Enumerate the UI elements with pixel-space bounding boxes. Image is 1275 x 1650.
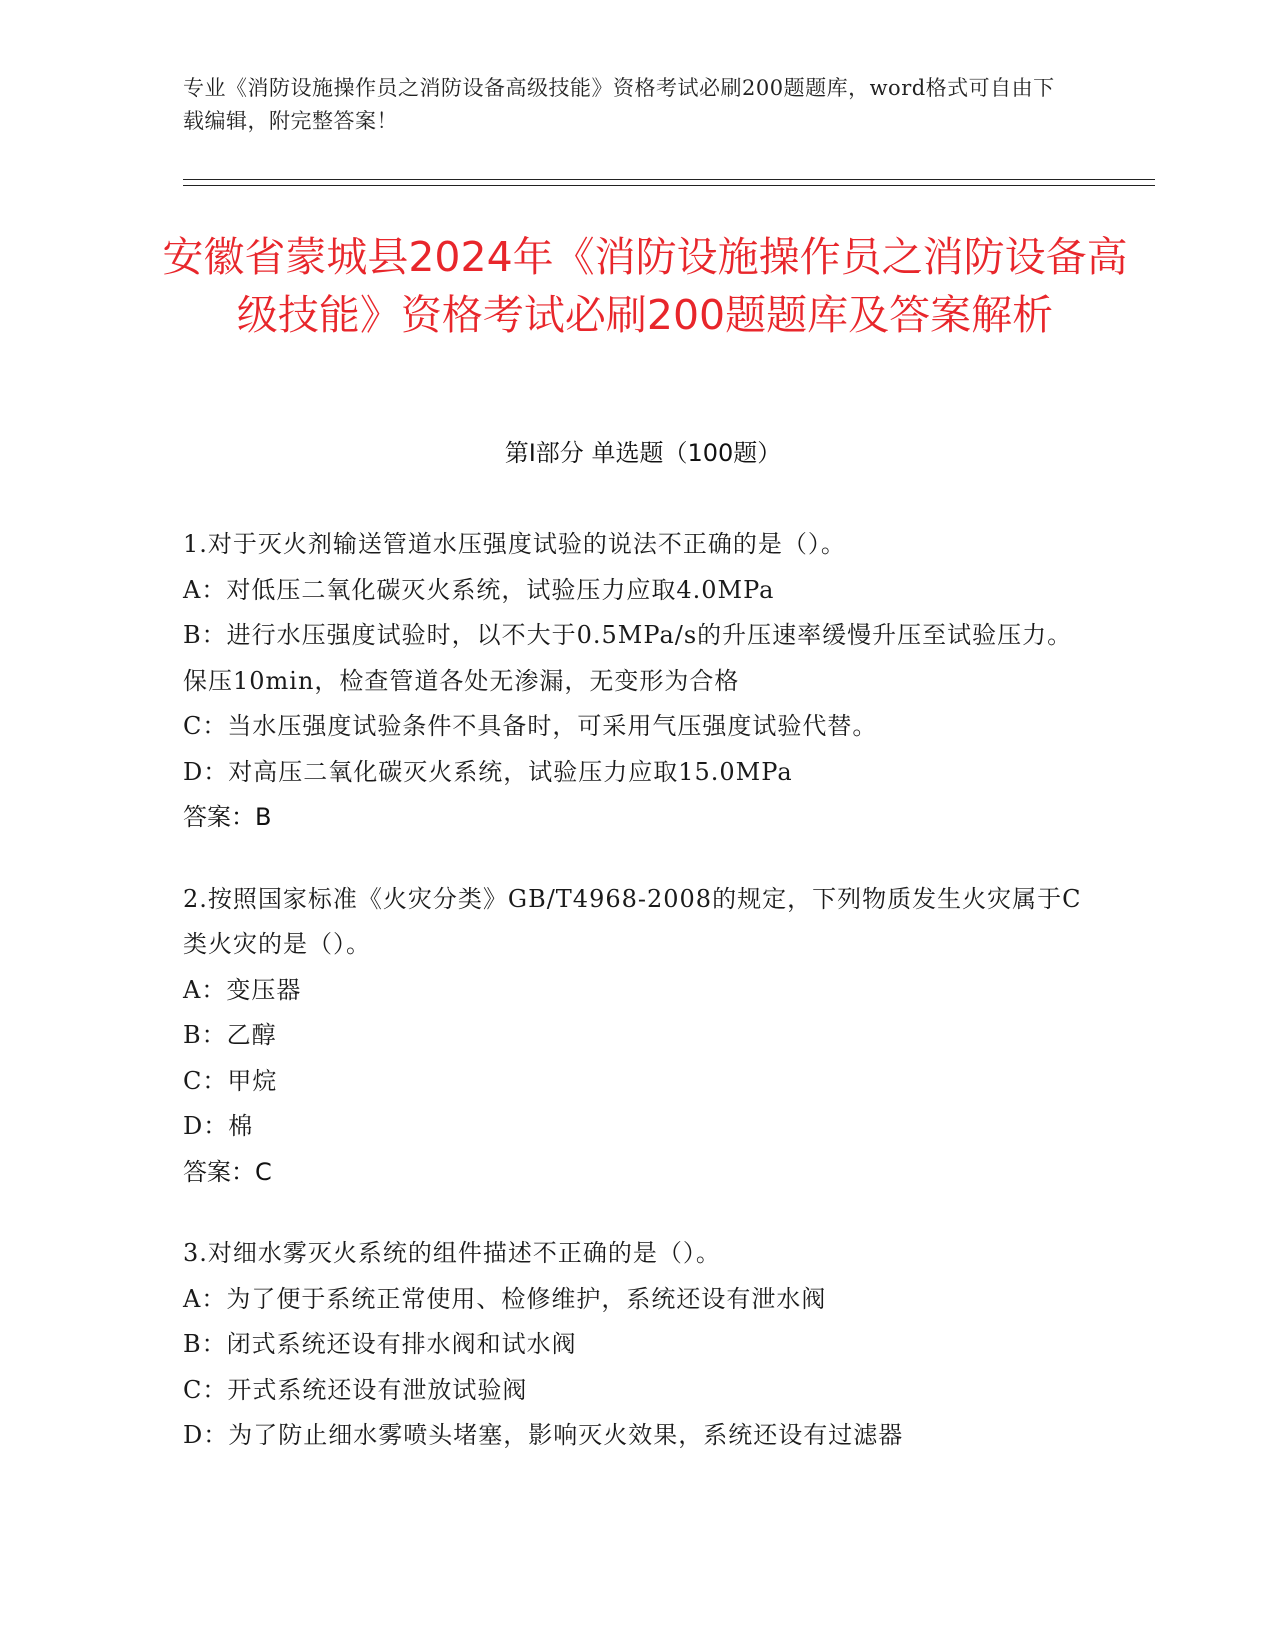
option-b: B：乙醇 xyxy=(183,1021,277,1049)
document-title: 安徽省蒙城县2024年《消防设施操作员之消防设备高级技能》资格考试必刷200题题库及答案解析 xyxy=(162,233,1128,339)
option-b: B：闭式系统还设有排水阀和试水阀 xyxy=(183,1330,577,1358)
question-1 xyxy=(183,522,1083,841)
answer-line: 答案：C xyxy=(183,1157,272,1186)
option-c: C：甲烷 xyxy=(183,1066,278,1095)
option-d: D：对高压二氧化碳灭火系统，试验压力应取15.0MPa xyxy=(183,757,793,786)
option-b: B：进行水压强度试验时，以不大于0.5MPa/s的升压速率缓慢升压至试验压力。保压10min，检查管道各处无渗漏，无变形为合格 xyxy=(183,621,1073,695)
option-c: C：当水压强度试验条件不具备时，可采用气压强度试验代替。 xyxy=(183,712,878,740)
option-d: D：棉 xyxy=(183,1112,254,1140)
question-3 xyxy=(183,1231,1083,1459)
question-2 xyxy=(183,877,1083,1196)
header-divider-top xyxy=(183,179,1155,180)
question-stem: 3.对细水雾灭火系统的组件描述不正确的是（）。 xyxy=(183,1239,721,1267)
section-heading: 第Ⅰ部分 单选题（100题） xyxy=(504,439,782,467)
option-c: C：开式系统还设有泄放试验阀 xyxy=(183,1375,528,1404)
question-list xyxy=(183,522,1083,1495)
question-stem: 1.对于灭火剂输送管道水压强度试验的说法不正确的是（）。 xyxy=(183,530,846,558)
option-a: A：为了便于系统正常使用、检修维护，系统还设有泄水阀 xyxy=(183,1284,827,1313)
option-a: A：对低压二氧化碳灭火系统，试验压力应取4.0MPa xyxy=(183,575,775,604)
header-divider-bottom xyxy=(183,185,1155,186)
option-a: A：变压器 xyxy=(183,975,302,1004)
answer-line: 答案：B xyxy=(183,803,272,831)
header-note: 专业《消防设施操作员之消防设备高级技能》资格考试必刷200题题库，word格式可自由下载编辑，附完整答案！ xyxy=(183,76,1055,133)
option-d: D：为了防止细水雾喷头堵塞，影响灭火效果，系统还设有过滤器 xyxy=(183,1421,904,1449)
question-stem: 2.按照国家标准《火灾分类》GB/T4968-2008的规定，下列物质发生火灾属于C类火灾的是（）。 xyxy=(183,884,1082,958)
